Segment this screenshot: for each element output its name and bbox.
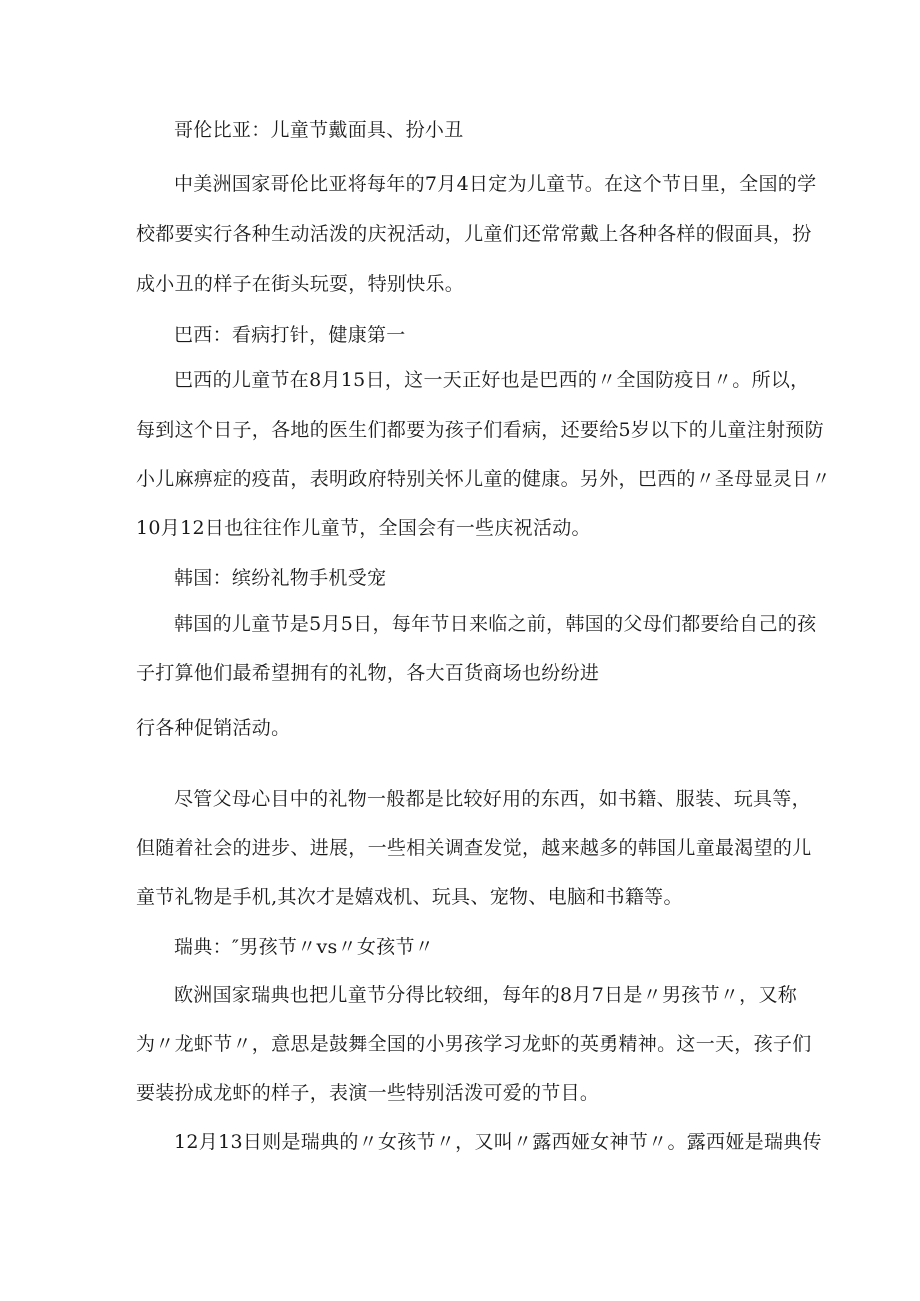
heading-sweden: 瑞典：″男孩节〃vs〃女孩节〃 (174, 936, 435, 958)
paragraph-line: 韩国的儿童节是5月5日，每年节日来临之前，韩国的父母们都要给自己的孩 (174, 613, 817, 635)
paragraph-line: 尽管父母心目中的礼物一般都是比较好用的东西，如书籍、服装、玩具等， (174, 788, 811, 810)
paragraph-line: 10月12日也往往作儿童节，全国会有一些庆祝活动。 (136, 517, 591, 539)
paragraph-line: 行各种促销活动。 (136, 717, 291, 739)
paragraph-line: 成小丑的样子在街头玩耍，特别快乐。 (136, 273, 465, 295)
paragraph-line: 小儿麻痹症的疫苗，表明政府特别关怀儿童的健康。另外，巴西的〃圣母显灵日〃 (136, 468, 831, 490)
paragraph-line: 校都要实行各种生动活泼的庆祝活动，儿童们还常常戴上各种各样的假面具，扮 (136, 223, 812, 245)
paragraph-line: 12月13日则是瑞典的〃女孩节〃，又叫〃露西娅女神节〃。露西娅是瑞典传 (174, 1131, 822, 1153)
paragraph-line: 但随着社会的进步、进展，一些相关调查发觉，越来越多的韩国儿童最渴望的儿 (136, 837, 812, 859)
paragraph-line: 要装扮成龙虾的样子，表演一些特别活泼可爱的节目。 (136, 1082, 600, 1104)
paragraph-line: 童节礼物是手机,其次才是嬉戏机、玩具、宠物、电脑和书籍等。 (136, 886, 683, 908)
paragraph-line: 中美洲国家哥伦比亚将每年的7月4日定为儿童节。在这个节日里，全国的学 (174, 173, 817, 195)
paragraph-line: 欧洲国家瑞典也把儿童节分得比较细，每年的8月7日是〃男孩节〃，又称 (174, 984, 798, 1006)
paragraph-line: 为〃龙虾节〃，意思是鼓舞全国的小男孩学习龙虾的英勇精神。这一天，孩子们 (136, 1033, 812, 1055)
paragraph-line: 巴西的儿童节在8月15日，这一天正好也是巴西的〃全国防疫日〃。所以， (174, 369, 810, 391)
heading-brazil: 巴西：看病打针，健康第一 (174, 324, 406, 346)
heading-colombia: 哥伦比亚：儿童节戴面具、扮小丑 (174, 119, 464, 141)
heading-korea: 韩国：缤纷礼物手机受宠 (174, 567, 387, 589)
paragraph-line: 每到这个日子，各地的医生们都要为孩子们看病，还要给5岁以下的儿童注射预防 (136, 419, 824, 441)
paragraph-line: 子打算他们最希望拥有的礼物，各大百货商场也纷纷进 (136, 662, 600, 684)
